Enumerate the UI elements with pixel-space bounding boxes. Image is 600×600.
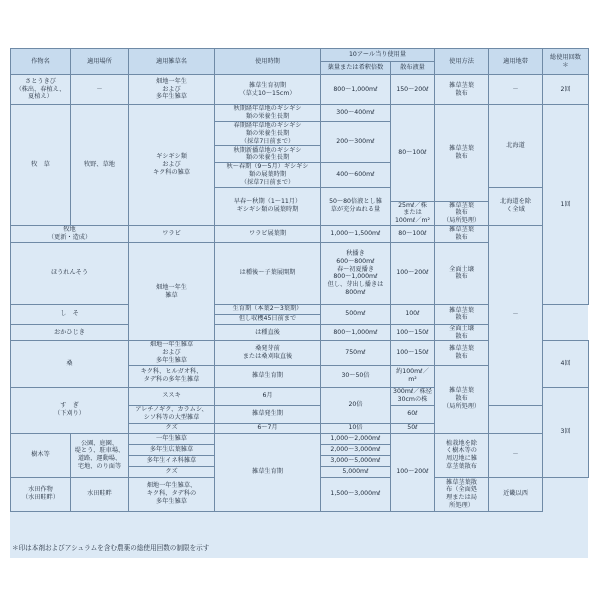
cell-method: 雑草茎葉 散布 （局所処理） <box>435 201 489 225</box>
cell-timing: ワラビ展葉期 <box>215 225 321 242</box>
cell-timing: 但し収穫45日前まで <box>215 314 321 324</box>
header-method: 使用方法 <box>435 49 489 75</box>
cell-weed: クズ <box>129 423 215 433</box>
cell-weed: 畑地一年生雑草、 キク科、タデ科の 多年生雑草 <box>129 477 215 511</box>
cell-dilution: 秋播き 600～800mℓ 春～初夏播き 800～1,000mℓ 但し、芽出し播きは 800mℓ <box>321 242 391 304</box>
table-row <box>11 433 589 444</box>
cell-dilution: 5,000mℓ <box>321 466 391 477</box>
cell-spray: 100～200ℓ <box>391 242 435 304</box>
cell-dilution: 750mℓ <box>321 341 391 365</box>
cell-total: 4回 <box>543 341 589 387</box>
cell-timing: は種直後 <box>215 324 321 341</box>
cell-timing: 早春～秋期（1～11月） ギシギシ類の展葉時期 <box>215 187 321 225</box>
cell-spray: 100～200ℓ <box>391 433 435 511</box>
cell-dilution: 1,000～1,500mℓ <box>321 225 391 242</box>
cell-timing: 秋～春期（9～5月）ギシギシ 類の展葉時期 （採草7日前まで） <box>215 163 321 187</box>
cell-dilution: 1,000～2,000mℓ <box>321 433 391 444</box>
cell-method: 雑草茎葉 散布 <box>435 341 489 365</box>
cell-spray: 60ℓ <box>391 405 435 423</box>
cell-method: 雑草茎葉 散布 <box>435 75 489 105</box>
cell-weed: クズ <box>129 466 215 477</box>
header-place: 適用場所 <box>71 49 129 75</box>
cell-crop: 牧地 （更新・造成） <box>11 225 129 242</box>
cell-region: － <box>489 75 543 105</box>
cell-total: 1回 <box>543 105 589 305</box>
header-total: 総使用回数 ＊ <box>543 49 589 75</box>
cell-crop: す ぎ （下刈り） <box>11 387 129 433</box>
cell-method: 雑草茎葉 散布 <box>435 304 489 324</box>
cell-timing: 雑草発生期 <box>215 405 321 423</box>
cell-dilution: 10倍 <box>321 423 391 433</box>
footnote: ＊印は本剤およびアシュラムを含む農薬の総使用回数の制限を示す <box>12 544 210 552</box>
cell-weed: ギシギシ類 および キク科の雑草 <box>129 105 215 226</box>
cell-spray: 100～150ℓ <box>391 324 435 341</box>
cell-timing: 秋期経年草地のギシギシ 類の栄養生長期 <box>215 105 321 122</box>
header-weed: 適用雑草名 <box>129 49 215 75</box>
cell-spray: 50ℓ <box>391 423 435 433</box>
cell-dilution: 1,500～3,000mℓ <box>321 477 391 511</box>
cell-dilution: 800～1,000mℓ <box>321 324 391 341</box>
cell-method: 雑草茎葉 散布 （局所処理） <box>435 365 489 433</box>
cell-method: 植栽地を除 く樹木等の 周辺地に雑 草茎葉散布 <box>435 433 489 477</box>
cell-weed: キク科、ヒルガオ科、 タデ科の多年生雑草 <box>129 365 215 387</box>
cell-crop: し そ <box>11 304 129 324</box>
table-row <box>11 75 589 105</box>
cell-weed: 畑地一年生雑草 および 多年生雑草 <box>129 341 215 365</box>
cell-place: 水田畦畔 <box>71 477 129 511</box>
header-timing: 使用時期 <box>215 49 321 75</box>
cell-spray: 25mℓ／株 または 100mℓ／m² <box>391 201 435 225</box>
header-region: 適用地帯 <box>489 49 543 75</box>
cell-crop: おかひじき <box>11 324 129 341</box>
cell-timing: 6月 <box>215 387 321 405</box>
cell-spray: 300mℓ／株径 30cmの株 <box>391 387 435 405</box>
cell-dilution: 300～400mℓ <box>321 105 391 122</box>
cell-timing: 春期経年草地のギシギシ 類の栄養生長期 （採草7日前まで） <box>215 122 321 146</box>
cell-crop: ほうれんそう <box>11 242 129 304</box>
cell-region: 北海道を除 く全域 <box>489 187 543 225</box>
cell-spray: 80～100ℓ <box>391 105 435 202</box>
cell-spray: 80～100ℓ <box>391 225 435 242</box>
header-crop: 作物名 <box>11 49 71 75</box>
cell-method: 全面土壌 散布 <box>435 242 489 304</box>
cell-method: 雑草茎葉散 布（全面処 理または局 所処理） <box>435 477 489 511</box>
cell-crop: さとうきび （株出、春植え、 夏植え） <box>11 75 71 105</box>
cell-weed: 一年生雑草 <box>129 433 215 444</box>
cell-weed: 多年生イネ科雑草 <box>129 455 215 466</box>
cell-spray: 100～150ℓ <box>391 341 435 365</box>
cell-total: 3回 <box>543 387 589 477</box>
cell-spray: 100ℓ <box>391 304 435 324</box>
cell-timing: 桑発芽前 または桑刈取直後 <box>215 341 321 365</box>
header-dilution: 薬量または希釈倍数 <box>321 62 391 75</box>
cell-timing: 雑草生育初期 （草丈10～15cm） <box>215 75 321 105</box>
cell-timing: 雑草生育期 <box>215 433 321 511</box>
cell-weed: 多年生広葉雑草 <box>129 444 215 455</box>
cell-crop: 水田作物 （水田畦畔） <box>11 477 71 511</box>
cell-dilution: 50～80倍液とし雑 草が充分ぬれる量 <box>321 187 391 225</box>
cell-method: 全面土壌 散布 <box>435 324 489 341</box>
cell-timing: 生育期（本葉2～3葉期） <box>215 304 321 314</box>
cell-crop: 牧 草 <box>11 105 71 226</box>
cell-crop: 桑 <box>11 341 129 387</box>
document-sheet <box>10 48 588 558</box>
cell-dilution: 200～300mℓ <box>321 122 391 163</box>
table-row <box>11 105 589 122</box>
cell-timing: 秋期新播草地のギシギシ 類の栄養生長期 <box>215 146 321 163</box>
cell-weed: ススキ <box>129 387 215 405</box>
cell-dilution: 500mℓ <box>321 304 391 324</box>
header-amount-group: 10アール当り使用量 <box>321 49 435 62</box>
cell-crop: 樹木等 <box>11 433 71 477</box>
cell-method: 雑草茎葉 散布 <box>435 225 489 242</box>
cell-region: － <box>489 433 543 477</box>
cell-dilution: 800～1,000mℓ <box>321 75 391 105</box>
cell-weed: アレチノギク、カラムシ、 シソ科等の大型雑草 <box>129 405 215 423</box>
cell-dilution: 20倍 <box>321 387 391 423</box>
cell-place: － <box>71 75 129 105</box>
cell-dilution: 400～600mℓ <box>321 163 391 187</box>
cell-weed: 畑地一年生 および 多年生雑草 <box>129 75 215 105</box>
cell-method: 雑草茎葉 散布 <box>435 105 489 202</box>
cell-place: 牧野、草地 <box>71 105 129 226</box>
cell-region: － <box>489 225 543 405</box>
herbicide-usage-table <box>10 48 589 512</box>
cell-dilution: 30～50倍 <box>321 365 391 387</box>
cell-dilution: 2,000～3,000mℓ <box>321 444 391 455</box>
cell-timing: は種後～子葉展開期 <box>215 242 321 304</box>
cell-timing: 6～7月 <box>215 423 321 433</box>
cell-dilution: 3,000～5,000mℓ <box>321 455 391 466</box>
header-spray: 散布液量 <box>391 62 435 75</box>
table-row <box>11 225 589 242</box>
cell-spray: 約100mℓ／m² <box>391 365 435 387</box>
cell-weed: 畑地一年生 雑草 <box>129 242 215 341</box>
cell-region: 近畿以西 <box>489 477 543 511</box>
cell-timing: 雑草生育期 <box>215 365 321 387</box>
cell-total: 2回 <box>543 75 589 105</box>
cell-weed: ワラビ <box>129 225 215 242</box>
cell-place: 公園、庭園、 堤とう、駐車場、 道路、運動場、 宅地、のり面等 <box>71 433 129 477</box>
cell-spray: 150～200ℓ <box>391 75 435 105</box>
cell-region: 北海道 <box>489 105 543 188</box>
